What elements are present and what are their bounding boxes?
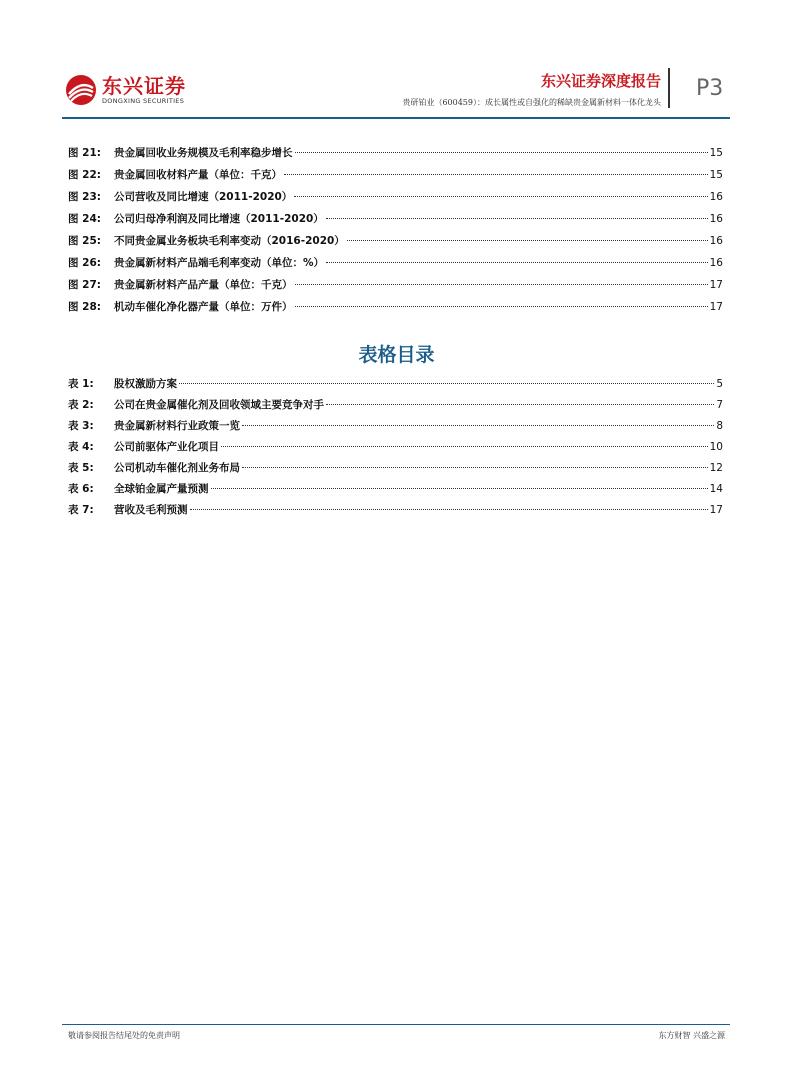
toc-entry-label: 公司在贵金属催化剂及回收领域主要竞争对手 (114, 399, 324, 411)
toc-entry-page: 15 (709, 147, 723, 159)
toc-entry-table-3[interactable] (68, 418, 723, 439)
toc-entry-page: 17 (709, 301, 723, 313)
toc-entry-number: 表 5: (68, 462, 94, 474)
toc-entry-figure-26[interactable] (68, 255, 723, 277)
toc-entry-number: 图 26: (68, 257, 101, 269)
toc-entry-number: 表 4: (68, 441, 94, 453)
report-subtitle: 贵研铂业（600459）：成长属性或自强化的稀缺贵金属新材料一体化龙头 (402, 98, 661, 107)
toc-entry-label: 股权激励方案 (114, 378, 177, 390)
footer-slogan: 东方财智 兴盛之源 (658, 1031, 725, 1040)
toc-leader-dots (326, 262, 708, 263)
toc-entry-label: 公司机动车催化剂业务布局 (114, 462, 240, 474)
toc-entry-label: 贵金属回收材料产量（单位：千克） (114, 169, 282, 181)
toc-entry-figure-28[interactable] (68, 299, 723, 321)
toc-entry-number: 图 23: (68, 191, 101, 203)
toc-entry-label: 机动车催化净化器产量（单位：万件） (114, 301, 293, 313)
toc-entry-page: 17 (709, 279, 723, 291)
toc-entry-label: 全球铂金属产量预测 (114, 483, 209, 495)
footer-rule (62, 1024, 730, 1025)
toc-entry-page: 16 (709, 257, 723, 269)
toc-entry-number: 表 1: (68, 378, 94, 390)
toc-entry-table-4[interactable] (68, 439, 723, 460)
toc-entry-number: 表 2: (68, 399, 94, 411)
toc-entry-number: 图 28: (68, 301, 101, 313)
toc-entry-table-5[interactable] (68, 460, 723, 481)
toc-entry-table-6[interactable] (68, 481, 723, 502)
toc-entry-table-2[interactable] (68, 397, 723, 418)
toc-entry-number: 表 3: (68, 420, 94, 432)
toc-entry-page: 5 (716, 378, 723, 390)
toc-entry-page: 15 (709, 169, 723, 181)
toc-leader-dots (284, 174, 708, 175)
figure-list (68, 145, 723, 321)
header-rule (62, 117, 730, 119)
toc-leader-dots (326, 218, 708, 219)
toc-entry-page: 16 (709, 235, 723, 247)
toc-entry-page: 17 (709, 504, 723, 516)
toc-leader-dots (211, 488, 708, 489)
toc-entry-label: 贵金属新材料行业政策一览 (114, 420, 240, 432)
report-type-title: 东兴证券深度报告 (540, 72, 661, 90)
toc-entry-figure-25[interactable] (68, 233, 723, 255)
toc-entry-figure-23[interactable] (68, 189, 723, 211)
company-logo (65, 74, 186, 106)
page-header (0, 0, 793, 125)
toc-entry-label: 公司前驱体产业化项目 (114, 441, 219, 453)
toc-leader-dots (295, 284, 708, 285)
toc-entry-page: 8 (716, 420, 723, 432)
toc-leader-dots (242, 467, 708, 468)
toc-entry-figure-27[interactable] (68, 277, 723, 299)
toc-leader-dots (295, 306, 708, 307)
toc-leader-dots (242, 425, 714, 426)
toc-entry-page: 12 (709, 462, 723, 474)
toc-leader-dots (179, 383, 714, 384)
logo-chinese-name: 东兴证券 (102, 73, 186, 98)
footer-disclaimer-note: 敬请参阅报告结尾处的免责声明 (68, 1031, 180, 1040)
toc-entry-number: 图 24: (68, 213, 101, 225)
toc-entry-label: 贵金属新材料产品产量（单位：千克） (114, 279, 293, 291)
toc-entry-number: 表 7: (68, 504, 94, 516)
toc-leader-dots (295, 152, 708, 153)
toc-entry-label: 贵金属新材料产品端毛利率变动（单位：%） (114, 257, 325, 269)
toc-entry-page: 16 (709, 213, 723, 225)
toc-entry-label: 公司营收及同比增速（2011-2020） (114, 191, 293, 203)
toc-entry-number: 图 27: (68, 279, 101, 291)
toc-entry-table-7[interactable] (68, 502, 723, 523)
toc-entry-figure-22[interactable] (68, 167, 723, 189)
table-list (68, 376, 723, 523)
page-number: P3 (696, 76, 724, 101)
toc-leader-dots (190, 509, 708, 510)
toc-entry-number: 图 21: (68, 147, 101, 159)
toc-leader-dots (221, 446, 708, 447)
toc-entry-page: 16 (709, 191, 723, 203)
toc-entry-page: 14 (709, 483, 723, 495)
toc-entry-label: 贵金属回收业务规模及毛利率稳步增长 (114, 147, 293, 159)
toc-entry-number: 图 22: (68, 169, 101, 181)
toc-leader-dots (347, 240, 708, 241)
toc-entry-page: 7 (716, 399, 723, 411)
header-divider (668, 68, 670, 108)
toc-entry-page: 10 (709, 441, 723, 453)
toc-entry-number: 表 6: (68, 483, 94, 495)
toc-entry-label: 公司归母净利润及同比增速（2011-2020） (114, 213, 324, 225)
toc-entry-label: 营收及毛利预测 (114, 504, 188, 516)
toc-entry-number: 图 25: (68, 235, 101, 247)
toc-entry-figure-21[interactable] (68, 145, 723, 167)
logo-english-name: DONGXING SECURITIES (102, 96, 185, 105)
toc-leader-dots (326, 404, 714, 405)
dongxing-logo-icon (65, 74, 97, 106)
table-list-heading: 表格目录 (358, 344, 435, 366)
toc-entry-figure-24[interactable] (68, 211, 723, 233)
toc-entry-label: 不同贵金属业务板块毛利率变动（2016-2020） (114, 235, 345, 247)
toc-leader-dots (294, 196, 707, 197)
toc-entry-table-1[interactable] (68, 376, 723, 397)
